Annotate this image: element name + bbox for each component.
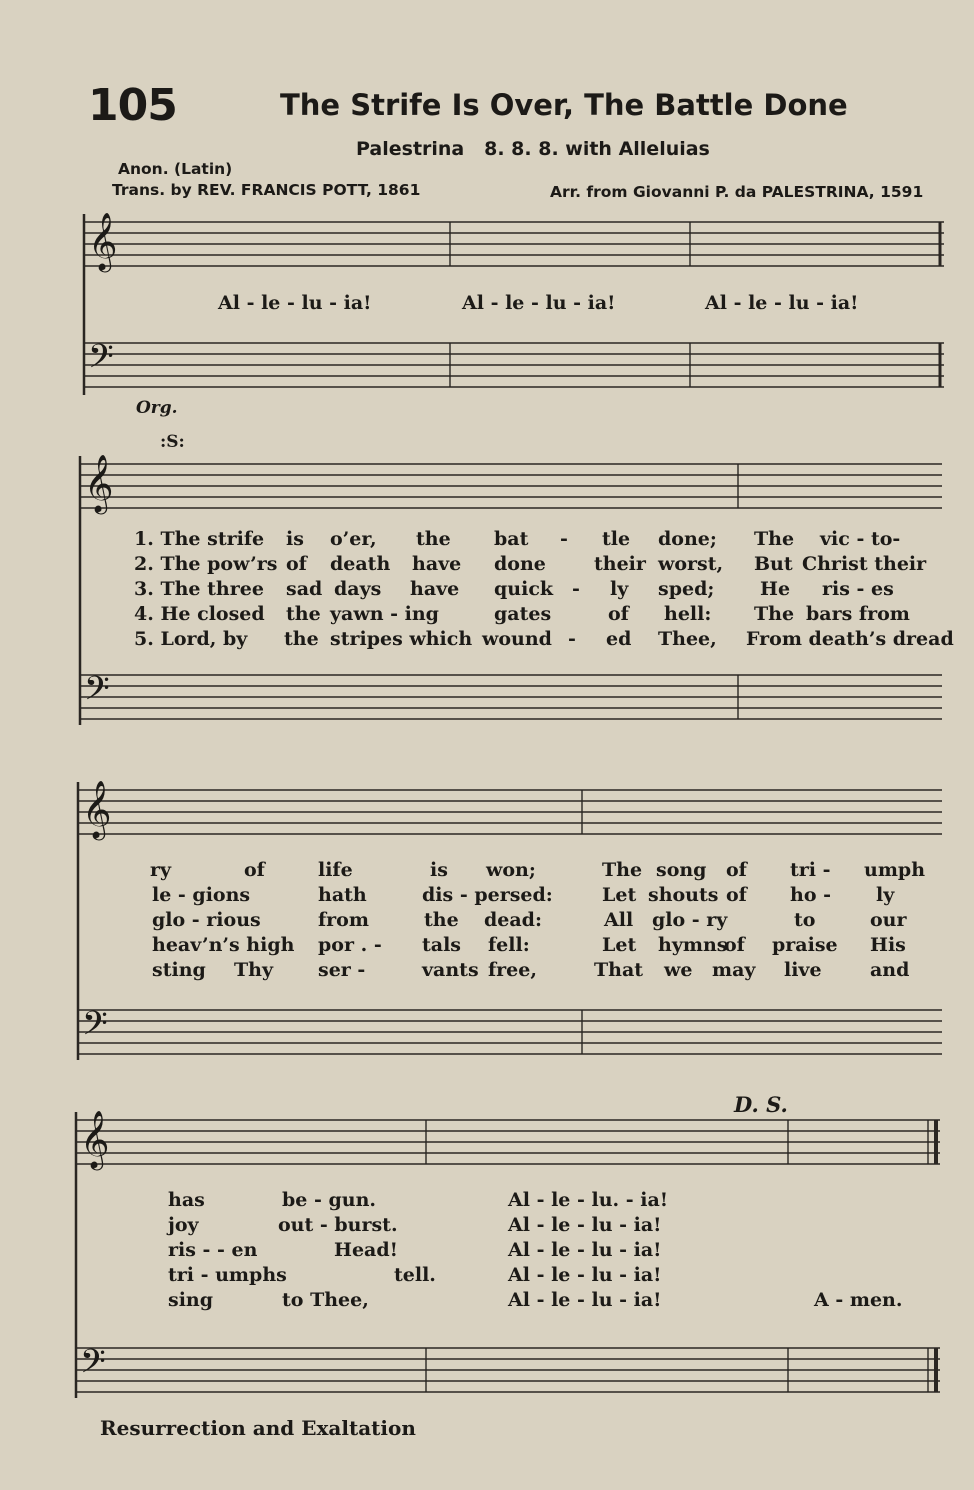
lyric: death [330,553,391,575]
lyric: - [568,628,576,650]
lyric: ho - [790,884,831,906]
segno-icon: :S: [160,432,185,452]
lyric: tri - umphs [168,1264,287,1286]
lyric: Thy [234,959,273,981]
lyric: days [334,578,382,600]
tune-meter-line [356,138,710,160]
lyric: He [760,578,791,600]
lyric: umph [864,859,926,881]
verses-line-1 [134,527,954,652]
lyric: tle [602,528,631,550]
lyric: dis - persed: [422,884,553,906]
lyric: From death’s dread [746,628,954,650]
lyric: done; [658,528,717,550]
lyric: the [286,603,321,625]
lyric: dead: [484,909,542,931]
lyric: from [318,909,369,931]
lyric: sad [286,578,323,600]
treble-clef-icon: 𝄞 [80,1110,110,1168]
lyric: is [286,528,304,550]
verse-number: 2. [134,553,154,575]
verse-3-line-1 [134,577,264,602]
lyric: worst, [658,553,724,575]
lyric: yawn - ing [330,603,439,625]
lyric: le - gions [152,884,251,906]
lyric: Christ their [802,553,927,575]
lyric: gates [494,603,552,625]
lyric: of [608,603,629,625]
lyric: Al - le - lu - ia! [508,1239,662,1261]
lyric: He closed [160,603,265,625]
lyric: have [410,578,460,600]
bass-clef-icon: 𝄢 [82,1005,108,1051]
lyric: the [416,528,451,550]
tune-name: Palestrina [356,138,465,160]
ds-mark: D. S. [734,1092,788,1117]
lyric: ly [876,884,895,906]
lyric: vants [422,959,479,981]
lyric: sped; [658,578,715,600]
lyric: tri - [790,859,831,881]
lyric: vic - to- [820,528,901,550]
lyric: Thee, [658,628,717,650]
lyric: The [602,859,643,881]
lyric: hell: [664,603,712,625]
treble-clef-icon: 𝄞 [82,780,112,838]
lyric: ris - es [822,578,894,600]
lyric: The pow’rs [160,553,278,575]
lyric: Let [602,884,637,906]
lyric: The strife [160,528,265,550]
lyric: That [594,959,644,981]
lyric: has [168,1189,205,1211]
lyric: quick [494,578,554,600]
verses-line-2 [150,858,930,983]
lyric: - [572,578,580,600]
lyric: out - burst. [278,1214,398,1236]
lyric: The [754,528,795,550]
verse-number: 4. [134,603,154,625]
lyric: hymns [658,934,728,956]
lyric: have [412,553,462,575]
verse-2-line-1 [134,552,277,577]
lyric: song [656,859,707,881]
verse-1-line-1 [134,527,264,552]
bass-clef-icon: 𝄢 [80,1343,106,1389]
lyric: free, [488,959,537,981]
author-credit: Anon. (Latin) [118,160,233,178]
verse-number: 3. [134,578,154,600]
arranger-credit: Arr. from Giovanni P. da PALESTRINA, 1591 [550,183,924,201]
lyric: wound [482,628,552,650]
lyric: - [560,528,568,550]
lyric: The three [160,578,264,600]
section-footer: Resurrection and Exaltation [100,1416,416,1440]
lyric: por . - [318,934,382,956]
bass-clef-icon: 𝄢 [88,338,114,384]
hymn-number: 105 [88,80,177,131]
lyric: Let [602,934,637,956]
lyric: glo - ry [652,909,728,931]
verse-number: 5. [134,628,154,650]
lyric: to Thee, [282,1289,369,1311]
lyric: ly [610,578,629,600]
lyric: Al - le - lu - ia! [508,1214,662,1236]
lyric: shouts [648,884,719,906]
lyric: our [870,909,907,931]
lyric: of [726,884,747,906]
verse-5-line-1 [134,627,247,652]
lyric: sting [152,959,206,981]
lyric: glo - rious [152,909,261,931]
bass-clef-icon: 𝄢 [84,670,110,716]
lyric: sing [168,1289,214,1311]
lyric: o’er, [330,528,377,550]
lyric: bat [494,528,529,550]
lyric: ser - [318,959,366,981]
hymn-title: The Strife Is Over, The Battle Done [280,88,848,122]
lyric: praise [772,934,838,956]
lyric: to [794,909,816,931]
lyric: and [870,959,910,981]
lyric: ed [606,628,632,650]
lyric: the [424,909,459,931]
lyric: stripes which [330,628,473,650]
meter: 8. 8. 8. with Alleluias [484,138,710,160]
lyric: Al - le - lu. - ia! [508,1189,669,1211]
lyric: tell. [394,1264,436,1286]
lyric: the [284,628,319,650]
lyric: won; [486,859,536,881]
treble-clef-icon: 𝄞 [84,454,114,512]
lyric: joy [168,1214,199,1236]
lyric: tals [422,934,462,956]
intro-alleluia-2: Al - le - lu - ia! [462,292,616,314]
lyric: His [870,934,906,956]
lyric: done [494,553,546,575]
lyric: be - gun. [282,1189,377,1211]
lyric: may [712,959,756,981]
treble-clef-icon: 𝄞 [88,212,118,270]
lyric: we [664,959,693,981]
verses-line-3 [168,1188,928,1313]
lyric: ry [150,859,172,881]
lyric: of [724,934,745,956]
lyric: Lord, by [160,628,248,650]
lyric: Al - le - lu - ia! [508,1289,662,1311]
lyric: All [604,909,634,931]
lyric: is [430,859,448,881]
intro-alleluia-1: Al - le - lu - ia! [218,292,372,314]
lyric: of [286,553,307,575]
lyric: Al - le - lu - ia! [508,1264,662,1286]
verse-number: 1. [134,528,154,550]
lyric: But [754,553,793,575]
lyric: hath [318,884,367,906]
intro-alleluia-3: Al - le - lu - ia! [705,292,859,314]
lyric: bars from [806,603,910,625]
lyric: their [594,553,646,575]
lyric: of [244,859,265,881]
translator-credit: Trans. by REV. FRANCIS POTT, 1861 [112,181,421,199]
lyric: fell: [488,934,530,956]
lyric: of [726,859,747,881]
lyric: ris - - en [168,1239,258,1261]
lyric: heav’n’s high [152,934,295,956]
organ-label: Org. [136,398,178,418]
lyric: The [754,603,795,625]
lyric: life [318,859,353,881]
lyric: Head! [334,1239,398,1261]
lyric: live [784,959,822,981]
amen: A - men. [814,1289,903,1311]
verse-4-line-1 [134,602,265,627]
